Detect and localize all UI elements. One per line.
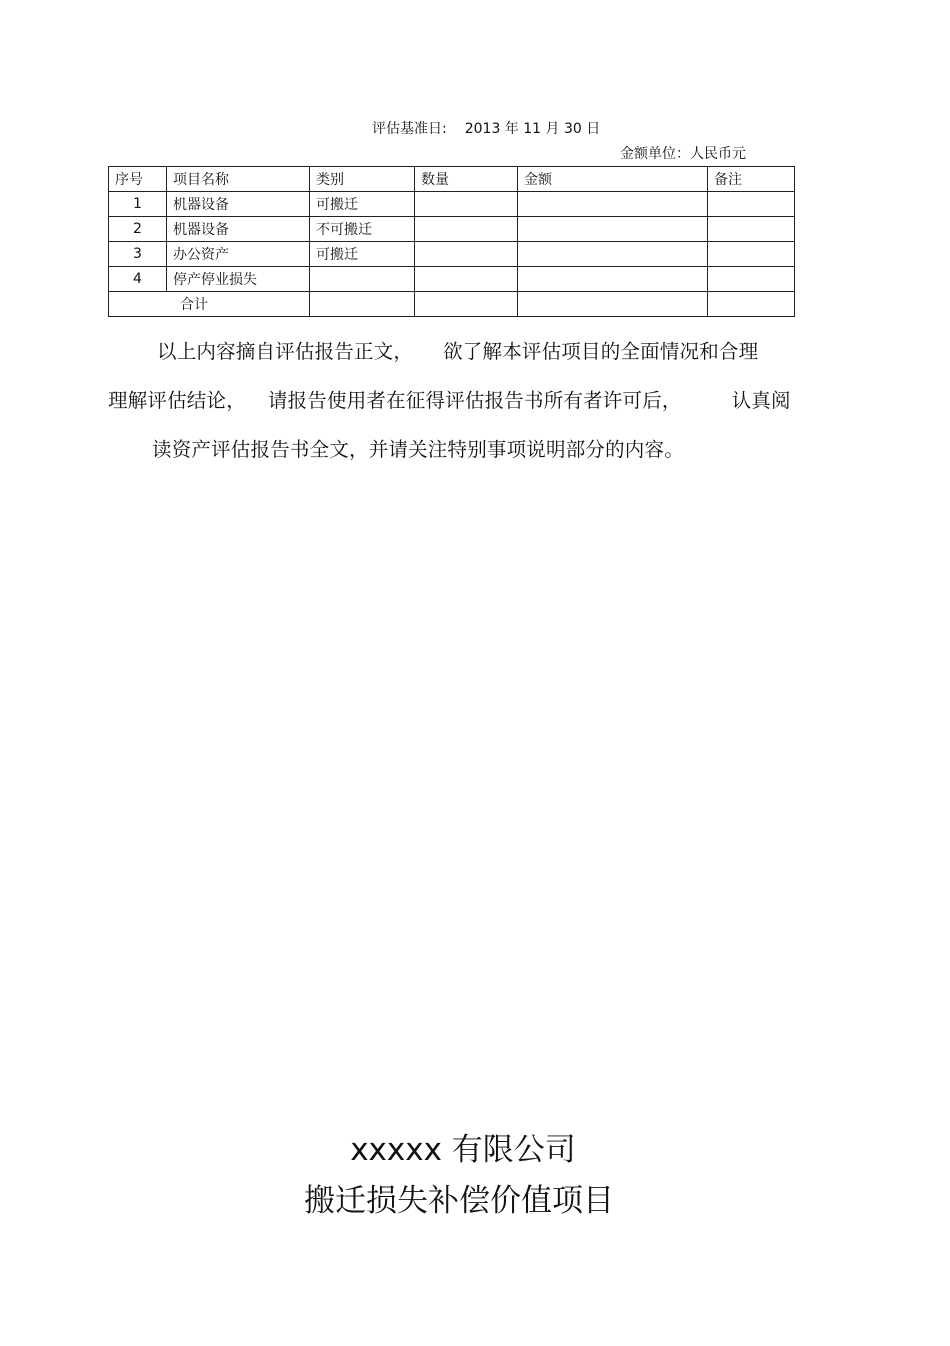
note-line-1 (157, 336, 758, 364)
note-line-2-part-c: 认真阅 (731, 389, 791, 412)
cell-amount (518, 242, 708, 267)
table-row (109, 242, 795, 267)
cell-quantity (415, 192, 518, 217)
total-amount (518, 292, 708, 317)
note-line-3: 读资产评估报告书全文，并请关注特别事项说明部分的内容。 (152, 438, 684, 461)
cell-amount (518, 267, 708, 292)
table-row (109, 192, 795, 217)
cell-remark (708, 267, 795, 292)
table-row (109, 217, 795, 242)
note-line-1-part-b: 欲了解本评估项目的全面情况和合理 (443, 340, 759, 363)
cell-category: 不可搬迁 (310, 217, 415, 242)
project-title: 搬迁损失补偿价值项目 (304, 1183, 614, 1219)
cell-quantity (415, 242, 518, 267)
total-label: 合计 (180, 297, 208, 313)
cell-category: 可搬迁 (310, 242, 415, 267)
col-header-no: 序号 (109, 167, 167, 192)
cell-name: 机器设备 (167, 192, 310, 217)
cell-name: 停产停业损失 (167, 267, 310, 292)
cell-amount (518, 217, 708, 242)
cell-no: 3 (109, 242, 167, 267)
note-line-2 (108, 385, 791, 413)
total-remark (708, 292, 795, 317)
cell-no: 2 (109, 217, 167, 242)
cell-category: 可搬迁 (310, 192, 415, 217)
note-line-2-part-a: 理解评估结论， (108, 389, 246, 412)
table-header-row (109, 167, 795, 192)
cell-remark (708, 242, 795, 267)
table-row (109, 267, 795, 292)
col-header-remark: 备注 (708, 167, 795, 192)
valuation-date-value: 2013 年 11 月 30 日 (464, 121, 601, 137)
note-line-1-part-a: 以上内容摘自评估报告正文， (157, 340, 414, 363)
cell-name: 办公资产 (167, 242, 310, 267)
cell-amount (518, 192, 708, 217)
col-header-name: 项目名称 (167, 167, 310, 192)
col-header-quantity: 数量 (415, 167, 518, 192)
cell-name: 机器设备 (167, 217, 310, 242)
table-total-row (109, 292, 795, 317)
total-label-cell (109, 292, 310, 317)
cell-no: 4 (109, 267, 167, 292)
cell-no: 1 (109, 192, 167, 217)
col-header-category: 类别 (310, 167, 415, 192)
company-name: xxxxx 有限公司 (350, 1132, 576, 1168)
valuation-summary-table (108, 166, 795, 317)
valuation-date-line (372, 118, 600, 138)
total-quantity (415, 292, 518, 317)
cell-remark (708, 192, 795, 217)
total-category (310, 292, 415, 317)
cell-quantity (415, 267, 518, 292)
note-line-2-part-b: 请报告使用者在征得评估报告书所有者许可后， (267, 389, 682, 412)
cell-quantity (415, 217, 518, 242)
cell-remark (708, 217, 795, 242)
valuation-date-label: 评估基准日: (372, 121, 447, 137)
currency-unit: 金额单位：人民币元 (620, 146, 746, 162)
col-header-amount: 金额 (518, 167, 708, 192)
cell-category (310, 267, 415, 292)
